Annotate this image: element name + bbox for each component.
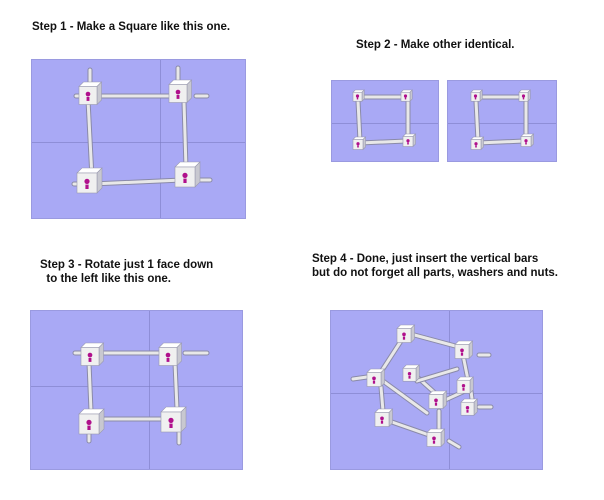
- nut-marker: [177, 95, 180, 99]
- connector-cube: [401, 90, 412, 101]
- connector-cube: [353, 137, 366, 150]
- hole-marker: [402, 333, 406, 337]
- connector-cube: [79, 82, 102, 105]
- connector-cube: [375, 409, 393, 427]
- connector-cube: [175, 162, 200, 187]
- step-2-render-right: [447, 80, 557, 162]
- nut-marker: [87, 426, 90, 430]
- hole-marker: [356, 94, 359, 97]
- step-1-caption: Step 1 - Make a Square like this one.: [32, 21, 231, 33]
- hole-marker: [524, 139, 527, 142]
- hole-marker: [434, 399, 438, 403]
- connector-cube: [457, 377, 473, 393]
- connector-cube: [169, 80, 192, 103]
- hole-marker: [462, 384, 465, 387]
- nut-marker: [435, 403, 437, 406]
- hole-marker: [460, 349, 464, 353]
- nut-marker: [525, 142, 527, 144]
- hole-marker: [380, 417, 384, 421]
- hole-marker: [474, 94, 477, 97]
- hole-marker: [432, 437, 436, 441]
- hole-marker: [86, 420, 91, 425]
- hole-marker: [474, 142, 477, 145]
- connector-cube: [81, 343, 104, 366]
- connector-cube: [353, 90, 364, 101]
- nut-marker: [466, 410, 468, 413]
- nut-marker: [403, 337, 405, 340]
- connector-cube: [161, 407, 186, 432]
- hole-marker: [86, 92, 91, 97]
- connector-cube: [471, 90, 482, 101]
- connector-cube: [397, 325, 415, 343]
- connector-cube: [519, 90, 530, 101]
- square-frame-diagram: [332, 81, 440, 163]
- step-4-caption: Step 4 - Done, just insert the vertical bars but do not forget all parts, washers and nuts.: [312, 253, 558, 279]
- nut-marker: [87, 97, 90, 101]
- connector-cube: [77, 168, 102, 193]
- nut-marker: [381, 421, 383, 424]
- nut-marker: [462, 388, 464, 391]
- nut-marker: [523, 97, 524, 99]
- step-3-caption: Step 3 - Rotate just 1 face down to the left like this one.: [40, 259, 214, 285]
- connector-cube: [461, 399, 477, 415]
- hole-marker: [522, 94, 525, 97]
- step-4-render: [330, 310, 543, 470]
- nut-marker: [405, 97, 406, 99]
- connector-cube: [367, 369, 385, 387]
- connector-cube: [471, 137, 484, 150]
- connector-cube: [159, 343, 182, 366]
- hole-marker: [408, 372, 411, 375]
- nut-marker: [407, 142, 409, 144]
- connector-cube: [403, 134, 416, 147]
- cube-nodes: [367, 325, 477, 447]
- hole-marker: [404, 94, 407, 97]
- step-1-render: [31, 59, 246, 219]
- square-frame-diagram: [448, 81, 558, 163]
- step-2-caption: Step 2 - Make other identical.: [356, 39, 515, 51]
- nut-marker: [357, 145, 359, 147]
- hole-marker: [84, 179, 89, 184]
- hole-marker: [356, 142, 359, 145]
- nut-marker: [183, 179, 186, 183]
- connector-cube: [403, 365, 419, 381]
- connector-cube: [79, 409, 104, 434]
- nut-marker: [167, 358, 170, 362]
- square-frame-diagram: [31, 311, 244, 471]
- nut-marker: [433, 441, 435, 444]
- hole-marker: [88, 353, 93, 358]
- nut-marker: [475, 97, 476, 99]
- cube-frame-diagram: [331, 311, 544, 471]
- connector-cube: [427, 429, 445, 447]
- step-3-render: [30, 310, 243, 470]
- nut-marker: [461, 353, 463, 356]
- nut-marker: [475, 145, 477, 147]
- nut-marker: [357, 97, 358, 99]
- hole-marker: [182, 173, 187, 178]
- rods: [358, 97, 408, 143]
- hole-marker: [166, 353, 171, 358]
- rods: [476, 97, 526, 143]
- nut-marker: [89, 358, 92, 362]
- nut-marker: [169, 424, 172, 428]
- nut-marker: [408, 376, 410, 379]
- connector-cube: [455, 341, 473, 359]
- nut-marker: [373, 381, 375, 384]
- square-frame-diagram: [32, 60, 247, 220]
- step-2-render-left: [331, 80, 439, 162]
- connector-cube: [429, 391, 447, 409]
- connector-cube: [521, 134, 534, 147]
- hole-marker: [466, 406, 469, 409]
- nut-marker: [85, 185, 88, 189]
- hole-marker: [176, 90, 181, 95]
- hole-marker: [168, 418, 173, 423]
- hole-marker: [372, 377, 376, 381]
- hole-marker: [406, 139, 409, 142]
